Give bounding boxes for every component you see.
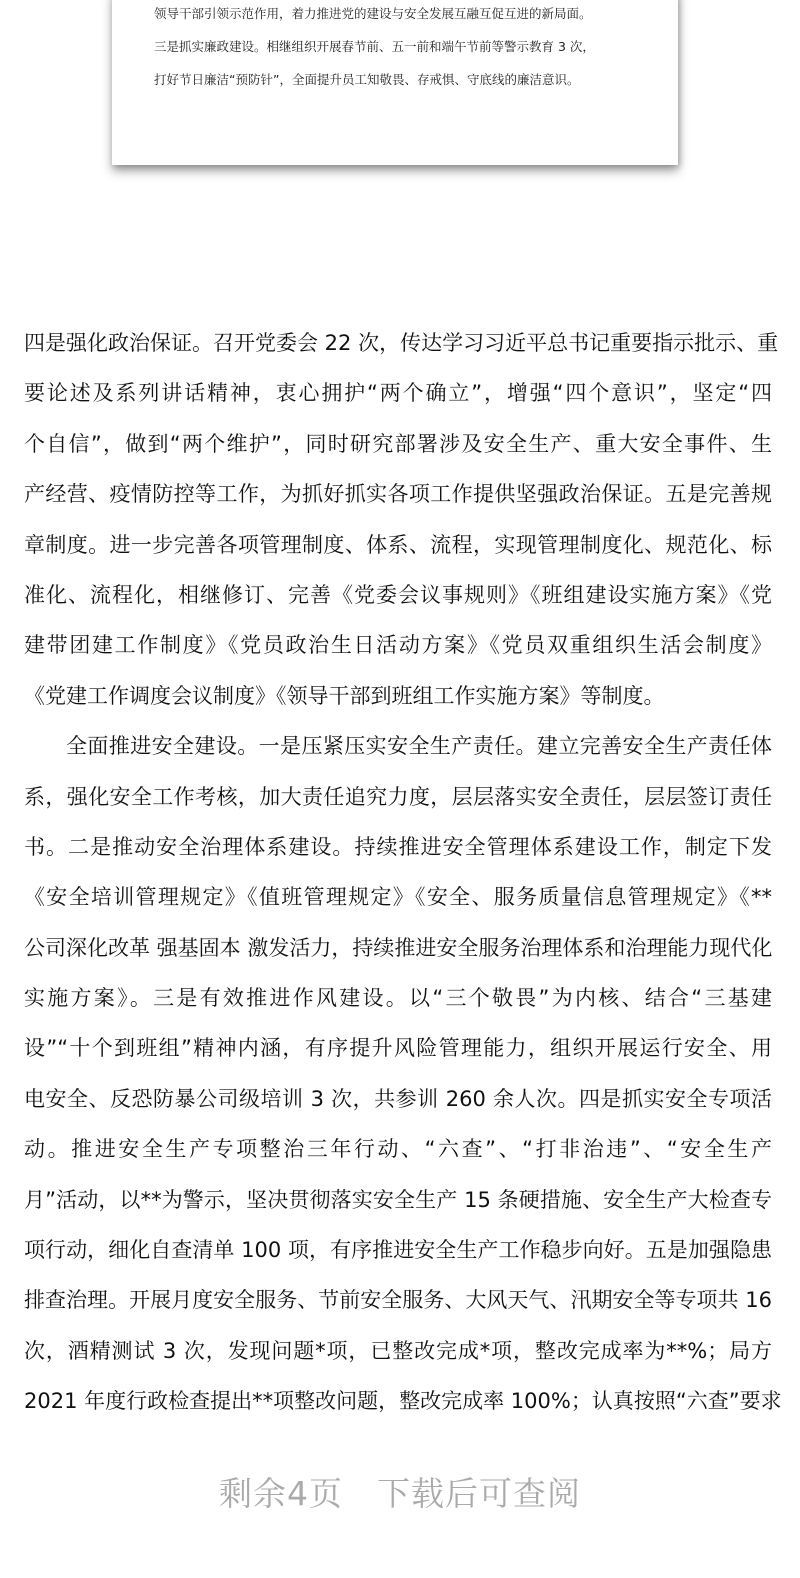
text-line: 产经营、疫情防控等工作，为抓好抓实各项工作提供坚强政治保证。五是完善规 (24, 482, 772, 507)
text-line: 建带团建工作制度》《党员政治生日活动方案》《党员双重组织生活会制度》 (24, 633, 772, 658)
text-line: 动。推进安全生产专项整治三年行动、“六查”、“打非治违”、“安全生产 (24, 1137, 772, 1162)
text-line: 实施方案》。三是有效推进作风建设。以“三个敬畏”为内核、结合“三基建 (24, 986, 772, 1011)
card-text-line: 打好节日廉洁“预防针”，全面提升员工知敬畏、存戒惧、守底线的廉洁意识。 (154, 72, 580, 87)
text-line: 《党建工作调度会议制度》《领导干部到班组工作实施方案》等制度。 (24, 683, 665, 708)
text-line: 准化、流程化，相继修订、完善《党委会议事规则》《班组建设实施方案》《党 (24, 582, 772, 607)
remaining-pages-download-prompt[interactable]: 剩余4页 下载后可查阅 (219, 1474, 581, 1513)
text-line: 四是强化政治保证。召开党委会 22 次，传达学习习近平总书记重要指示批示、重 (24, 331, 779, 355)
document-body (24, 323, 782, 1432)
text-line: 项行动，细化自查清单 100 项，有序推进安全生产工作稳步向好。五是加强隐患 (24, 1238, 772, 1263)
card-text-line: 领导干部引领示范作用，着力推进党的建设与安全发展互融互促互进的新局面。 (154, 6, 592, 21)
text-line: 《安全培训管理规定》《值班管理规定》《安全、服务质量信息管理规定》《** (24, 885, 772, 910)
card-text-line: 三是抓实廉政建设。相继组织开展春节前、五一前和端午节前等警示教育 3 次， (154, 39, 595, 54)
text-line: 个自信”，做到“两个维护”，同时研究部署涉及安全生产、重大安全事件、生 (24, 431, 772, 456)
text-line: 排查治理。开展月度安全服务、节前安全服务、大风天气、汛期安全等专项共 16 (24, 1288, 772, 1313)
text-line: 公司深化改革 强基固本 激发活力，持续推进安全服务治理体系和治理能力现代化 (24, 935, 773, 960)
text-line: 次，酒精测试 3 次，发现问题*项，已整改完成*项，整改完成率为**%；局方 (24, 1338, 772, 1363)
text-line: 章制度。进一步完善各项管理制度、体系、流程，实现管理制度化、规范化、标 (24, 532, 772, 557)
preview-page-card (112, 0, 678, 165)
text-line: 2021 年度行政检查提出**项整改问题，整改完成率 100%；认真按照“六查”要求 (24, 1389, 782, 1414)
text-line: 系，强化安全工作考核，加大责任追究力度，层层落实安全责任，层层签订责任 (24, 784, 772, 809)
text-line: 设”“十个到班组”精神内涵，有序提升风险管理能力，组织开展运行安全、用 (24, 1036, 772, 1061)
text-line: 书。二是推动安全治理体系建设。持续推进安全管理体系建设工作，制定下发 (24, 834, 772, 859)
text-line: 要论述及系列讲话精神，衷心拥护“两个确立”，增强“四个意识”，坚定“四 (24, 381, 772, 406)
text-line: 电安全、反恐防暴公司级培训 3 次，共参训 260 余人次。四是抓实安全专项活 (24, 1086, 772, 1111)
text-line: 月”活动，以**为警示，坚决贯彻落实安全生产 15 条硬措施、安全生产大检查专 (24, 1187, 772, 1212)
text-line: 全面推进安全建设。一是压紧压实安全生产责任。建立完善安全生产责任体 (66, 734, 772, 759)
